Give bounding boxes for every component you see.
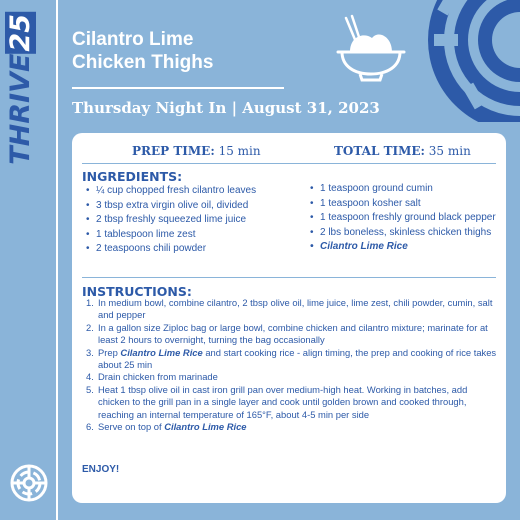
ingredient-item: • 1 teaspoon freshly ground black pepper — [306, 211, 496, 226]
step-text: Heat 1 tbsp olive oil in cast iron grill pan over medium-high heat. Working in batches, add chicken to the grill pan in a single layer and cook until golden brown and cooked through, reaching an internal temperature of 165°F, about 4-5 min per side — [98, 383, 468, 420]
instruction-step — [86, 322, 500, 347]
prep-time-label: PREP TIME: — [132, 144, 215, 158]
brand-logo — [5, 12, 51, 165]
instruction-step — [86, 371, 500, 383]
step-number: 3. — [86, 346, 94, 358]
ingredient-item: • 2 tbsp freshly squeezed lime juice — [82, 213, 256, 228]
instruction-step — [86, 421, 500, 433]
divider — [82, 163, 496, 164]
ingredients-list-right — [306, 182, 496, 255]
instruction-step — [86, 384, 500, 421]
rice-bowl-icon — [334, 14, 406, 84]
recipe-card — [72, 133, 506, 503]
brand-word: THRIVE — [5, 53, 36, 165]
brand-number: 25 — [5, 14, 36, 52]
divider — [82, 277, 496, 278]
title-divider — [72, 87, 284, 89]
prep-time-value: 15 min — [214, 144, 261, 158]
total-time-value: 35 min — [424, 144, 471, 158]
event-subtitle: Thursday Night In | August 31, 2023 — [72, 99, 380, 117]
time-row — [72, 144, 506, 160]
total-time-label: TOTAL TIME: — [334, 144, 425, 158]
ingredient-item: • 2 lbs boneless, skinless chicken thighs — [306, 226, 496, 241]
step-text-emphasis: Cilantro Lime Rice — [120, 346, 203, 358]
ingredient-item: • 1 teaspoon kosher salt — [306, 197, 496, 212]
step-number: 4. — [86, 371, 94, 383]
sidebar-divider — [56, 0, 58, 520]
prep-time — [132, 144, 261, 158]
ingredient-item: • 1 teaspoon ground cumin — [306, 182, 496, 197]
instructions-list — [86, 297, 500, 433]
step-number: 1. — [86, 297, 94, 308]
step-text: In a gallon size Ziploc bag or large bowl, combine chicken and cilantro mixture; marinate for at least 2 hours to overnight, turning the bag occasionally — [98, 321, 488, 346]
ingredient-item: • 2 teaspoons chili powder — [82, 242, 256, 257]
step-number: 6. — [86, 421, 94, 433]
recipe-title — [72, 28, 213, 74]
step-number: 5. — [86, 383, 94, 395]
step-text: Serve on top of — [98, 421, 165, 433]
ingredients-list-left — [82, 184, 256, 257]
instruction-step — [86, 347, 500, 372]
corner-pattern-icon — [412, 0, 520, 122]
brand-wordmark — [5, 12, 37, 165]
ingredient-item-rice: • Cilantro Lime Rice — [306, 240, 496, 255]
instruction-step — [86, 297, 500, 322]
total-time — [334, 144, 471, 158]
ingredient-item: • 1 tablespoon lime zest — [82, 228, 256, 243]
title-line-2: Chicken Thighs — [72, 52, 214, 73]
instructions-heading: INSTRUCTIONS: — [82, 284, 192, 299]
step-number: 2. — [86, 321, 94, 333]
step-text: In medium bowl, combine cilantro, 2 tbsp olive oil, lime juice, lime zest, chili powder, cumin, salt and pepper — [98, 297, 493, 321]
step-text: Drain chicken from marinade — [98, 371, 218, 383]
closing-text: ENJOY! — [82, 464, 120, 475]
ingredient-item: • ¼ cup chopped fresh cilantro leaves — [82, 184, 256, 199]
title-line-1: Cilantro Lime — [72, 29, 194, 50]
ingredient-item: • 3 tbsp extra virgin olive oil, divided — [82, 199, 256, 214]
step-text: and start cooking rice - align timing, the prep and cooking of rice takes about 25 min — [98, 346, 497, 371]
thrive-logo-icon — [9, 463, 49, 503]
ingredients-heading: INGREDIENTS: — [82, 169, 183, 184]
step-text: Prep — [98, 346, 121, 358]
step-text-emphasis: Cilantro Lime Rice — [164, 421, 247, 433]
